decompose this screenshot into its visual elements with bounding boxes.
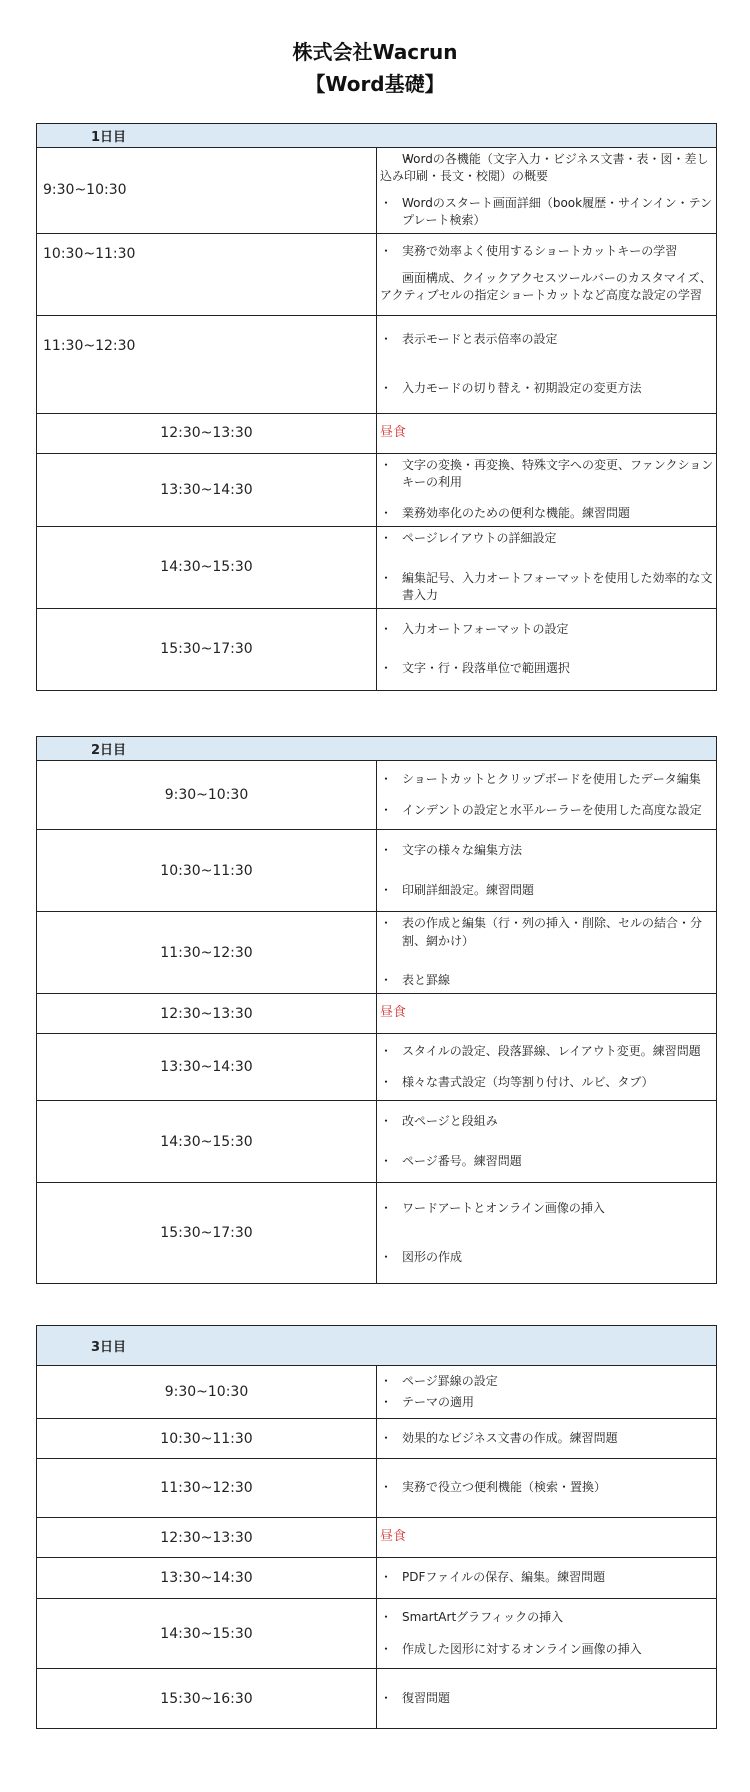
time-slot: 15:30~17:30 [37, 608, 377, 690]
session-items [377, 761, 717, 830]
session-items [377, 1183, 717, 1284]
time-slot: 11:30~12:30 [37, 1459, 377, 1518]
list-item: ・ 効果的なビジネス文書の作成。練習問題 [380, 1430, 714, 1447]
session-items [377, 1459, 717, 1518]
list-item: ・ 編集記号、入力オートフォーマットを使用した効率的な文書入力 [380, 570, 714, 605]
session-items [377, 413, 717, 453]
list-item: ・ 実務で役立つ便利機能（検索・置換） [380, 1479, 714, 1496]
session-items [377, 1101, 717, 1183]
list-item: ・ 入力モードの切り替え・初期設定の変更方法 [380, 380, 714, 397]
day-label: 3日目 [37, 1326, 717, 1366]
session-items [377, 233, 717, 315]
list-item: ・ スタイルの設定、段落罫線、レイアウト変更。練習問題 [380, 1043, 714, 1060]
list-item: ・ 表示モードと表示倍率の設定 [380, 331, 714, 348]
time-slot: 11:30~12:30 [37, 315, 377, 413]
list-item: ・ 文字の変換・再変換、特殊文字への変更、ファンクションキーの利用 [380, 457, 714, 492]
list-item: ・ ショートカットとクリップボードを使用したデータ編集 [380, 771, 714, 788]
time-slot: 14:30~15:30 [37, 1101, 377, 1183]
time-slot: 15:30~16:30 [37, 1669, 377, 1729]
session-items [377, 830, 717, 912]
day1-schedule-table [36, 123, 717, 691]
time-slot: 14:30~15:30 [37, 526, 377, 608]
session-items [377, 994, 717, 1034]
time-slot: 14:30~15:30 [37, 1599, 377, 1669]
time-slot: 9:30~10:30 [37, 148, 377, 234]
list-item: ・ 改ページと段組み [380, 1113, 714, 1130]
list-item: ・ ワードアートとオンライン画像の挿入 [380, 1200, 714, 1217]
list-item: ・ 表と罫線 [380, 972, 714, 989]
session-items [377, 608, 717, 690]
list-item: ・ 実務で効率よく使用するショートカットキーの学習 [380, 243, 714, 260]
time-slot: 12:30~13:30 [37, 413, 377, 453]
session-items [377, 148, 717, 234]
lunch-label: 昼食 [380, 424, 407, 440]
time-slot: 9:30~10:30 [37, 761, 377, 830]
session-items [377, 912, 717, 994]
list-item: ・ 様々な書式設定（均等割り付け、ルビ、タブ） [380, 1074, 714, 1091]
time-slot: 12:30~13:30 [37, 1518, 377, 1558]
course-title: 【Word基礎】 [305, 72, 445, 96]
day-label: 2日目 [37, 737, 717, 761]
list-item: ・ 図形の作成 [380, 1249, 714, 1266]
list-item: ・ インデントの設定と水平ルーラーを使用した高度な設定 [380, 802, 714, 819]
session-items [377, 1034, 717, 1101]
list-item: ・ 作成した図形に対するオンライン画像の挿入 [380, 1641, 714, 1658]
session-items [377, 1669, 717, 1729]
time-slot: 13:30~14:30 [37, 1558, 377, 1599]
list-item: ・ 文字の様々な編集方法 [380, 842, 714, 859]
time-slot: 10:30~11:30 [37, 233, 377, 315]
time-slot: 9:30~10:30 [37, 1366, 377, 1419]
session-items [377, 453, 717, 526]
list-item: ・ 入力オートフォーマットの設定 [380, 621, 714, 638]
time-slot: 11:30~12:30 [37, 912, 377, 994]
list-item: ・ 文字・行・段落単位で範囲選択 [380, 660, 714, 677]
company-title: 株式会社Wacrun [292, 40, 458, 64]
list-item: ・ SmartArtグラフィックの挿入 [380, 1609, 714, 1626]
time-slot: 13:30~14:30 [37, 1034, 377, 1101]
list-item: ・ Wordのスタート画面詳細（book履歴・サインイン・テンプレート検索） [380, 195, 714, 230]
session-items [377, 1518, 717, 1558]
list-item: ・ 画面構成、クイックアクセスツールバーのカスタマイズ、アクティブセルの指定ショートカットなど高度な設定の学習 [380, 270, 714, 305]
list-item: ・ PDFファイルの保存、編集。練習問題 [380, 1569, 714, 1586]
lunch-label: 昼食 [380, 1529, 407, 1545]
day-label: 1日目 [37, 124, 717, 148]
time-slot: 15:30~17:30 [37, 1183, 377, 1284]
list-item: ・ テーマの適用 [380, 1394, 714, 1411]
list-item: ・ ページ罫線の設定 [380, 1373, 714, 1390]
time-slot: 12:30~13:30 [37, 994, 377, 1034]
day3-schedule-table [36, 1325, 717, 1729]
lunch-label: 昼食 [380, 1005, 407, 1021]
list-item: ・ ページレイアウトの詳細設定 [380, 530, 714, 547]
session-items [377, 315, 717, 413]
session-items [377, 1366, 717, 1419]
session-items [377, 1599, 717, 1669]
list-item: ・ 印刷詳細設定。練習問題 [380, 882, 714, 899]
list-item: ・ ページ番号。練習問題 [380, 1153, 714, 1170]
list-item: ・ 復習問題 [380, 1690, 714, 1707]
session-items [377, 1419, 717, 1459]
list-item: ・ 業務効率化のための便利な機能。練習問題 [380, 505, 714, 522]
session-items [377, 526, 717, 608]
list-item: ・ Wordの各機能（文字入力・ビジネス文書・表・図・差し込み印刷・長文・校閲）の概要 [380, 151, 714, 186]
list-item: ・ 表の作成と編集（行・列の挿入・削除、セルの結合・分割、網かけ） [380, 915, 714, 950]
time-slot: 10:30~11:30 [37, 830, 377, 912]
day2-schedule-table [36, 736, 717, 1284]
time-slot: 13:30~14:30 [37, 453, 377, 526]
session-items [377, 1558, 717, 1599]
time-slot: 10:30~11:30 [37, 1419, 377, 1459]
